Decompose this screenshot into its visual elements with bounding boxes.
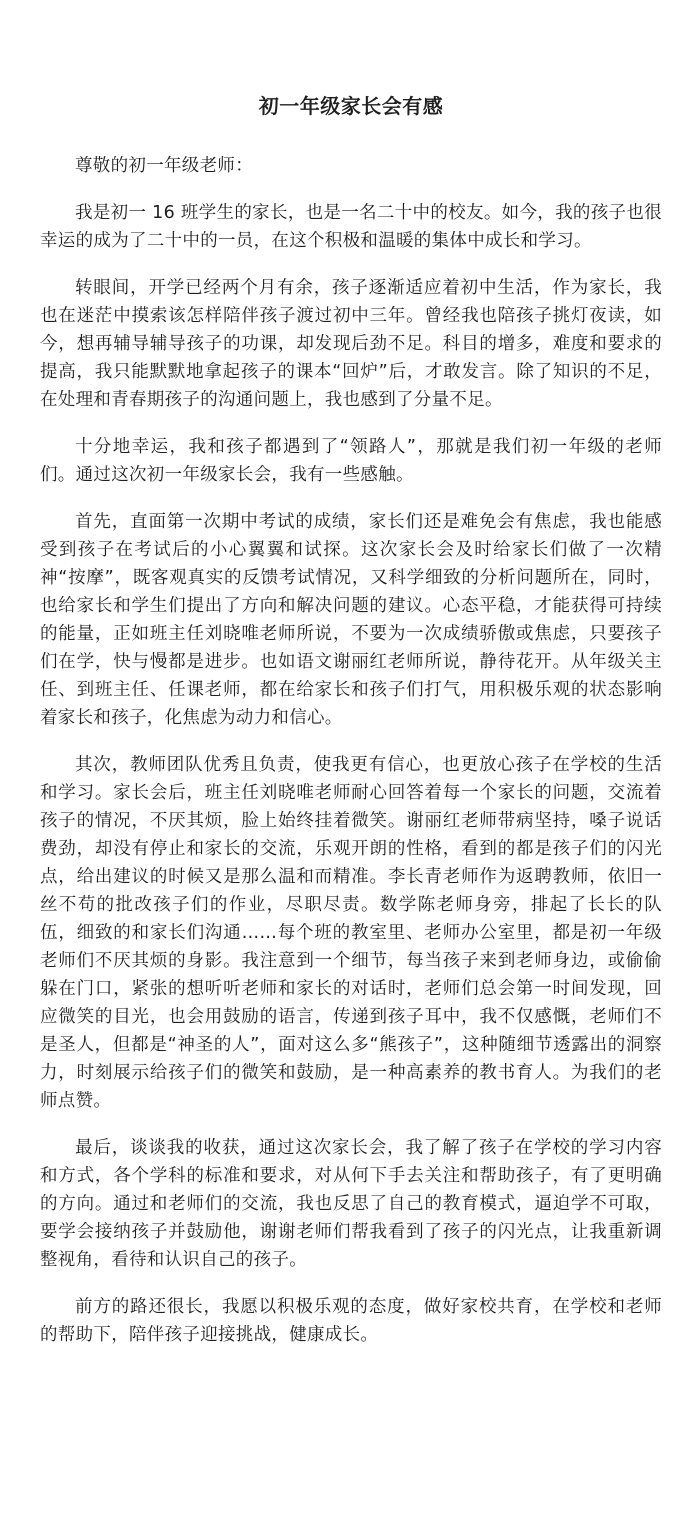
article <box>40 92 662 1368</box>
paragraph-3: 十分地幸运，我和孩子都遇到了“领路人”，那就是我们初一年级的老师们。通过这次初一年级家长会，我有一些感触。 <box>40 437 662 485</box>
paragraph-1: 我是初一 16 班学生的家长，也是一名二十中的校友。如今，我的孩子也很幸运的成为了二十中的一员，在这个积极和温暖的集体中成长和学习。 <box>40 203 662 251</box>
paragraph-7: 前方的路还很长，我愿以积极乐观的态度，做好家校共育，在学校和老师的帮助下，陪伴孩子迎接挑战，健康成长。 <box>40 1297 662 1345</box>
paragraph-2: 转眼间，开学已经两个月有余，孩子逐渐适应着初中生活，作为家长，我也在迷茫中摸索该怎样陪伴孩子渡过初中三年。曾经我也陪孩子挑灯夜读，如今，想再辅导辅导孩子的功课，却发现后劲不足。科目的增多，难度和要求的提高，我只能默默地拿起孩子的课本“回炉”后，才敢发言。除了知识的不足，在处理和青春期孩子的沟通问题上，我也感到了分量不足。 <box>40 278 662 410</box>
paragraph-6: 最后，谈谈我的收获，通过这次家长会，我了解了孩子在学校的学习内容和方式，各个学科的标准和要求，对从何下手去关注和帮助孩子，有了更明确的方向。通过和老师们的交流，我也反思了自己的教育模式，逼迫学不可取，要学会接纳孩子并鼓励他，谢谢老师们帮我看到了孩子的闪光点，让我重新调整视角，看待和认识自己的孩子。 <box>40 1138 662 1270</box>
article-title: 初一年级家长会有感 <box>258 94 444 118</box>
paragraph-4: 首先，直面第一次期中考试的成绩，家长们还是难免会有焦虑，我也能感受到孩子在考试后的小心翼翼和试探。这次家长会及时给家长们做了一次精神“按摩”，既客观真实的反馈考试情况，又科学细致的分析问题所在，同时，也给家长和学生们提出了方向和解决问题的建议。心态平稳，才能获得可持续的能量，正如班主任刘晓唯老师所说，不要为一次成绩骄傲或焦虑，只要孩子们在学，快与慢都是进步。也如语文谢丽红老师所说，静待花开。从年级关主任、到班主任、任课老师，都在给家长和孩子们打气，用积极乐观的状态影响着家长和孩子，化焦虑为动力和信心。 <box>40 512 662 728</box>
salutation: 尊敬的初一年级老师： <box>75 156 253 176</box>
paragraph-5: 其次，教师团队优秀且负责，使我更有信心，也更放心孩子在学校的生活和学习。家长会后，班主任刘晓唯老师耐心回答着每一个家长的问题，交流着孩子的情况，不厌其烦，脸上始终挂着微笑。谢丽红老师带病坚持，嗓子说话费劲，却没有停止和家长的交流，乐观开朗的性格，看到的都是孩子们的闪光点，给出建议的时候又是那么温和而精准。李长青老师作为返聘教师，依旧一丝不苟的批改孩子们的作业，尽职尽责。数学陈老师身旁，排起了长长的队伍，细致的和家长们沟通……每个班的教室里、老师办公室里，都是初一年级老师们不厌其烦的身影。我注意到一个细节，每当孩子来到老师身边，或偷偷躲在门口，紧张的想听听老师和家长的对话时，老师们总会第一时间发现，回应微笑的目光，也会用鼓励的语言，传递到孩子耳中，我不仅感慨，老师们不是圣人，但都是“神圣的人”，面对这么多“熊孩子”，这种随细节透露出的洞察力，时刻展示给孩子们的微笑和鼓励，是一种高素养的教书育人。为我们的老师点赞。 <box>40 755 662 1111</box>
